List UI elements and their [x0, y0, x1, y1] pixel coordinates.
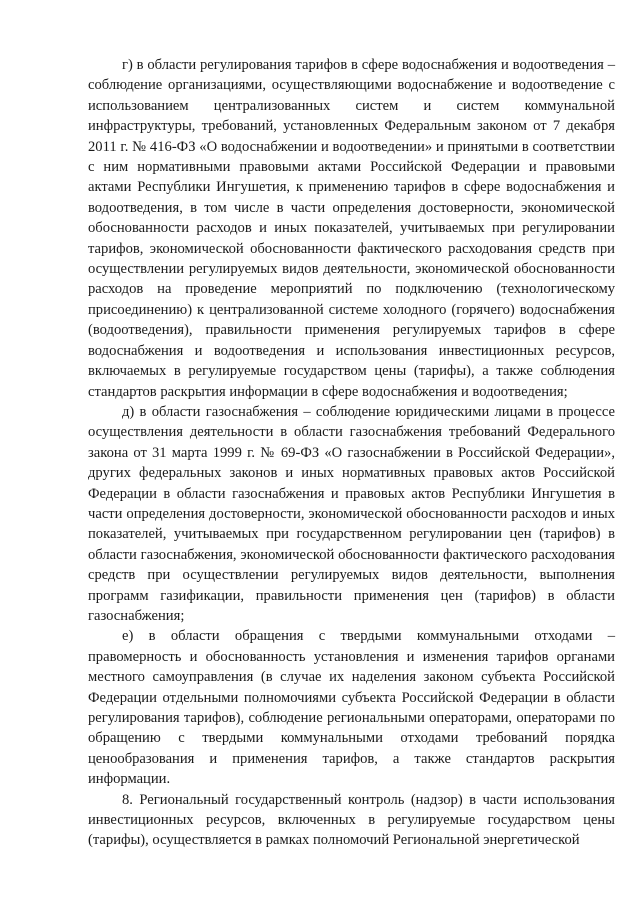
- paragraph-8-regional-control: 8. Региональный государственный контроль (надзор) в части использования инвестиционных ресурсов, включенных в регулируемые государством цены (тарифы), осуществляется в рамках полномочий Региональной энергетической: [88, 791, 615, 849]
- paragraph-e-solid-waste: е) в области обращения с твердыми коммунальными отходами – правомерность и обоснованность установления и изменения тарифов органами местного самоуправления (в случае их наделения законом субъекта Российской Федерации отдельными полномочиями субъекта Российской Федерации в области регулирования тарифов), соблюдение региональными операторами, операторами по обращению с твердыми коммунальными отходами требований порядка ценообразования и применения тарифов, а также стандартов раскрытия информации.: [88, 628, 615, 788]
- paragraph-d-gas-supply: д) в области газоснабжения – соблюдение юридическими лицами в процессе осуществления деятельности в области газоснабжения требований Федерального закона от 31 марта 1999 г. № 69-ФЗ «О газоснабжении в Российской Федерации», других федеральных законов и иных нормативных правовых актов Российской Федерации в области газоснабжения и правовых актов Республики Ингушетия в части определения достоверности, экономической обоснованности расходов и иных показателей, учитываемых при государственном регулировании цен (тарифов) в области газоснабжения, экономической обоснованности фактического расходования средств при осуществлении регулируемых видов деятельности, выполнения программ газификации, правильности применения цен (тарифов) в области газоснабжения;: [88, 403, 615, 624]
- paragraph-g-water-supply-tariffs: г) в области регулирования тарифов в сфере водоснабжения и водоотведения – соблюдение организациями, осуществляющими водоснабжение и водоотведение с использованием централизованных систем и систем коммунальной инфраструктуры, требований, установленных Федеральным законом от 7 декабря 2011 г. № 416-ФЗ «О водоснабжении и водоотведении» и принятыми в соответствии с ним нормативными правовыми актами Российской Федерации и правовыми актами Республики Ингушетия, к применению тарифов в сфере водоснабжения и водоотведения, в том числе в части определения достоверности, экономической обоснованности расходов и иных показателей, учитываемых при регулировании тарифов, экономической обоснованности фактического расходования средств при осуществлении регулируемых видов деятельности, экономической обоснованности расходов на проведение мероприятий по подключению (технологическому присоединению) к централизованной системе холодного (горячего) водоснабжения (водоотведения), правильности применения регулируемых тарифов в сфере водоснабжения и водоотведения и использования инвестиционных ресурсов, включаемых в регулируемые государством цены (тарифы), а также соблюдения стандартов раскрытия информации в сфере водоснабжения и водоотведения;: [88, 57, 615, 400]
- document-body: [88, 55, 615, 851]
